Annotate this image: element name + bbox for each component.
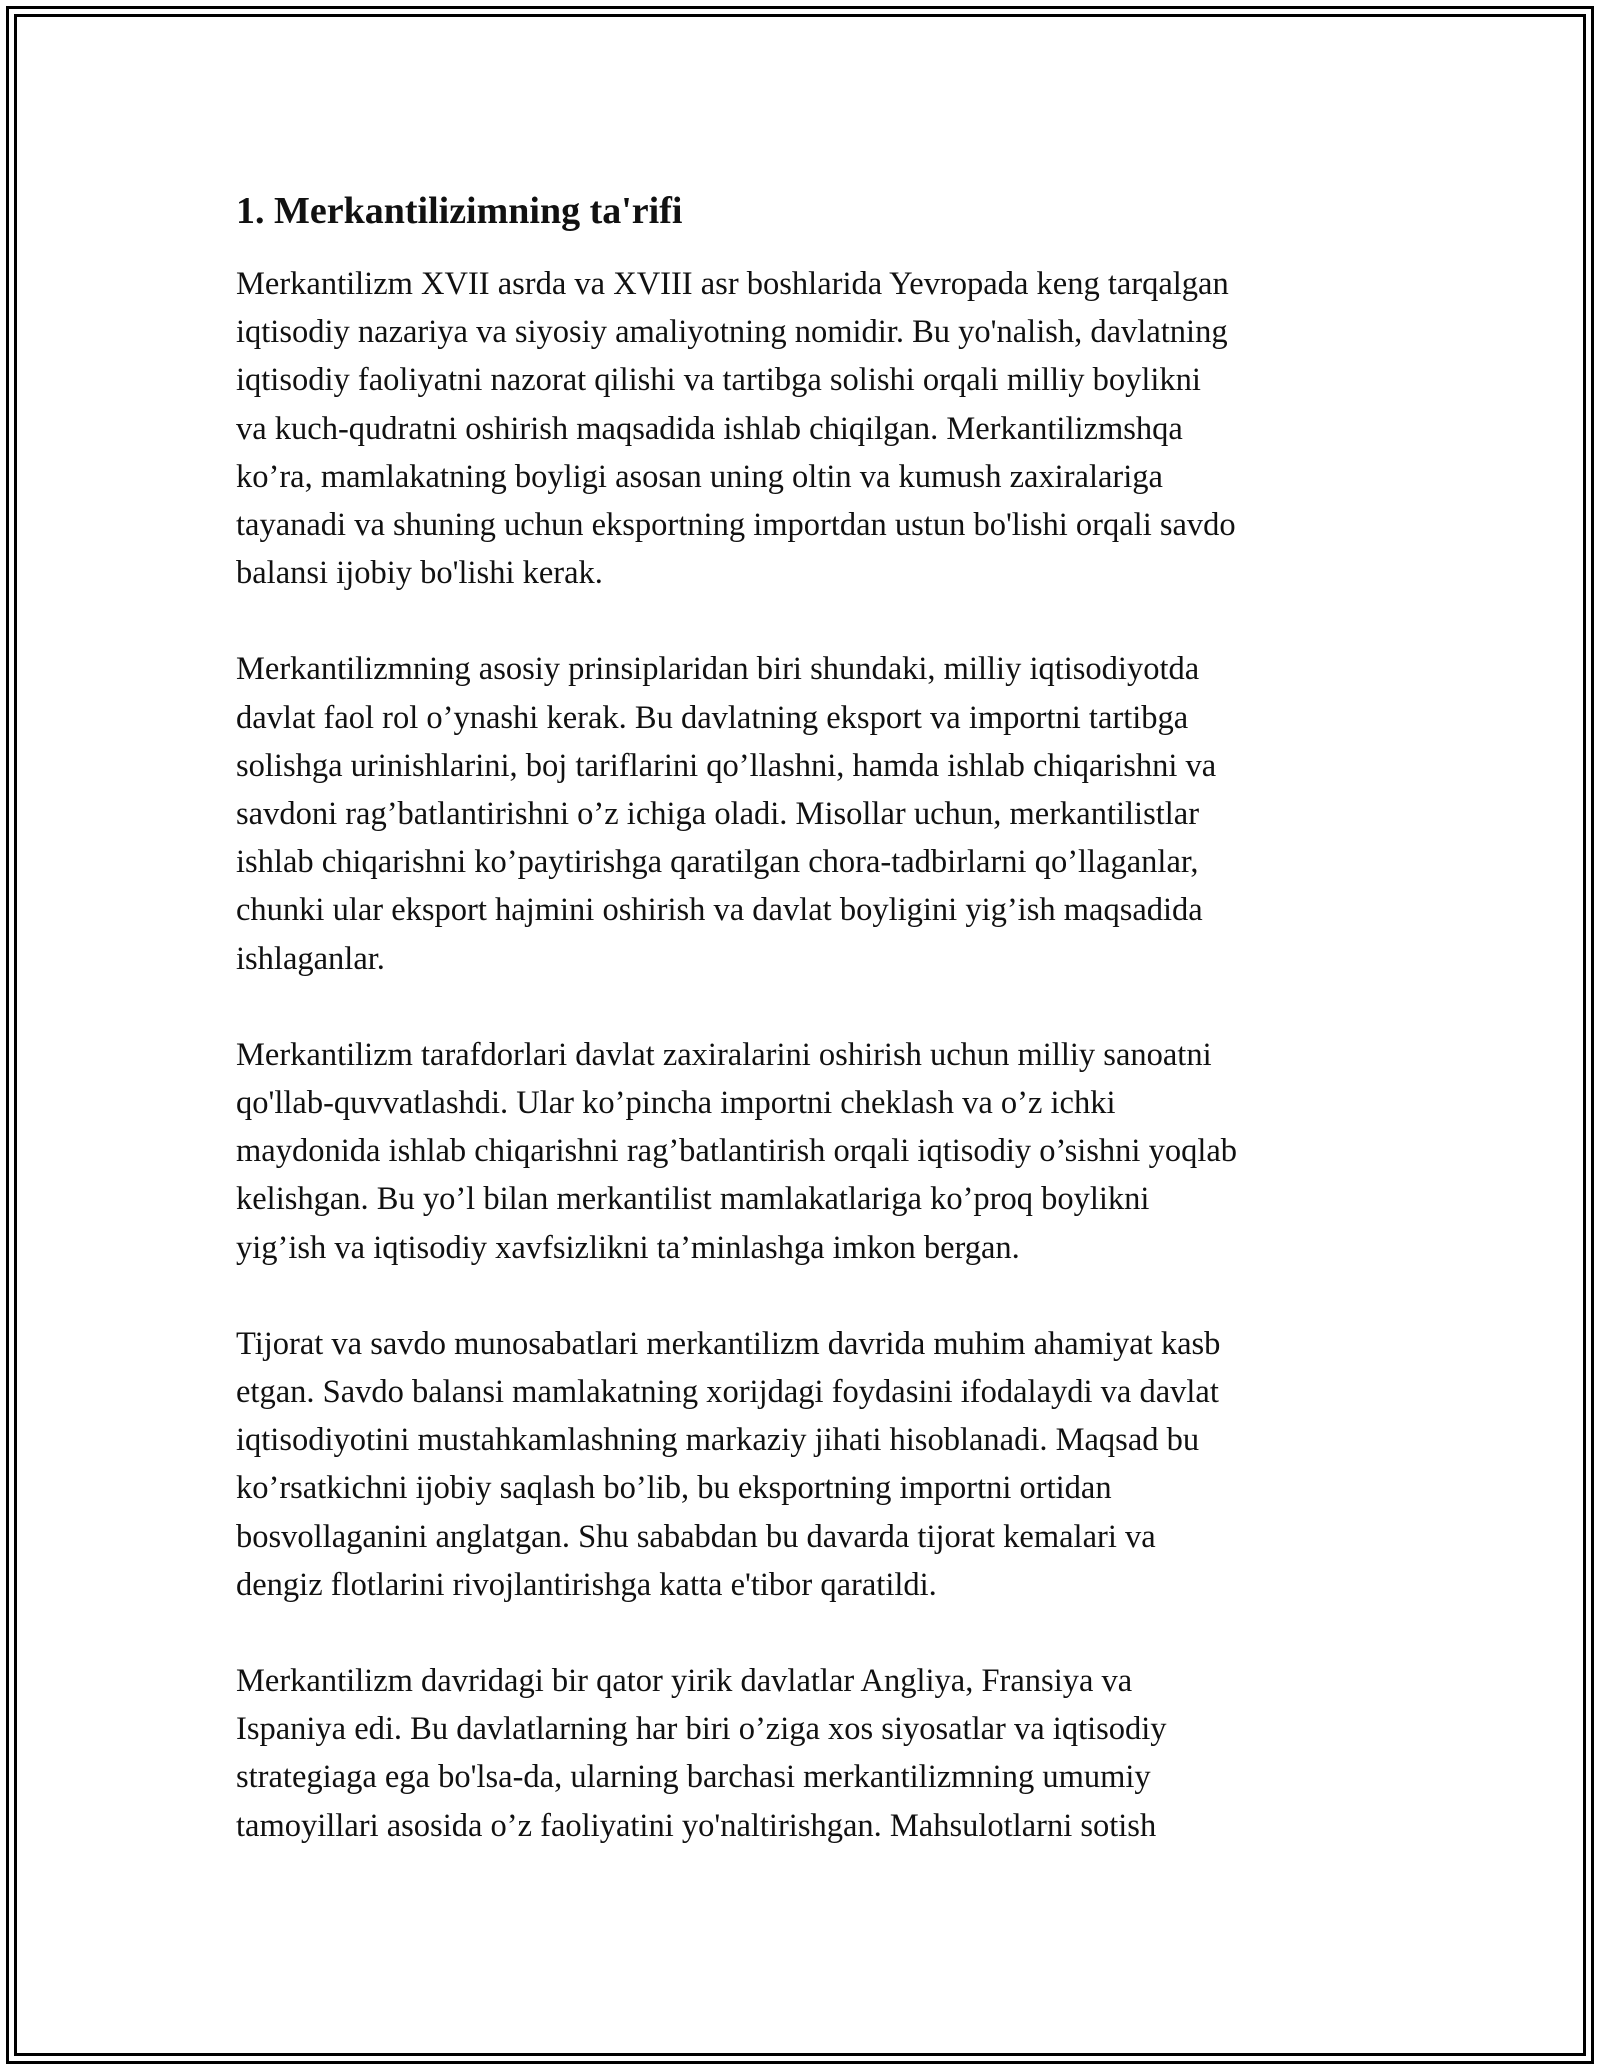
text-line: tayanadi va shuning uchun eksportning importdan ustun bo'lishi orqali savdo xyxy=(236,507,1236,544)
paragraph-4 xyxy=(236,1320,1376,1609)
text-line: ishlab chiqarishni ko’paytirishga qaratilgan chora-tadbirlarni qo’llaganlar, xyxy=(236,844,1199,881)
section-heading: 1. Merkantilizimning ta'rifi xyxy=(236,190,683,232)
text-line: kelishgan. Bu yo’l bilan merkantilist mamlakatlariga ko’proq boylikni xyxy=(236,1181,1150,1218)
text-line: savdoni rag’batlantirishni o’z ichiga oladi. Misollar uchun, merkantilistlar xyxy=(236,796,1200,833)
text-line: strategiaga ega bo'lsa-da, ularning barchasi merkantilizmning umumiy xyxy=(236,1759,1151,1796)
text-line: solishga urinishlarini, boj tariflarini qo’llashni, hamda ishlab chiqarishni va xyxy=(236,747,1217,784)
text-line: Merkantilizm XVII asrda va XVIII asr boshlarida Yevropada keng tarqalgan xyxy=(236,266,1229,302)
text-line: bosvollaganini anglatgan. Shu sababdan bu davarda tijorat kemalari va xyxy=(236,1518,1156,1555)
text-line: Merkantilizm davridagi bir qator yirik davlatlar Angliya, Fransiya va xyxy=(236,1663,1133,1700)
text-line: ishlaganlar. xyxy=(236,940,385,977)
text-line: iqtisodiy faoliyatni nazorat qilishi va tartibga solishi orqali milliy boylikni xyxy=(236,362,1201,399)
text-line: yig’ish va iqtisodiy xavfsizlikni ta’minlashga imkon bergan. xyxy=(236,1229,1020,1266)
text-line: Tijorat va savdo munosabatlari merkantilizm davrida muhim ahamiyat kasb xyxy=(236,1325,1221,1362)
document-body xyxy=(236,186,1376,1898)
text-line: iqtisodiy nazariya va siyosiy amaliyotning nomidir. Bu yo'nalish, davlatning xyxy=(236,314,1228,351)
text-line: etgan. Savdo balansi mamlakatning xorijdagi foydasini ifodalaydi va davlat xyxy=(236,1374,1219,1411)
text-line: tamoyillari asosida o’z faoliyatini yo'naltirishgan. Mahsulotlarni sotish xyxy=(236,1807,1157,1844)
text-line: balansi ijobiy bo'lishi kerak. xyxy=(236,555,603,592)
text-line: maydonida ishlab chiqarishni rag’batlantirish orqali iqtisodiy o’sishni yoqlab xyxy=(236,1133,1238,1170)
text-line: dengiz flotlarini rivojlantirishga katta e'tibor qaratildi. xyxy=(236,1566,937,1603)
paragraph-3 xyxy=(236,1031,1376,1272)
text-line: ko’rsatkichni ijobiy saqlash bo’lib, bu eksportning importni ortidan xyxy=(236,1470,1112,1507)
paragraph-1 xyxy=(236,260,1376,597)
text-line: va kuch-qudratni oshirish maqsadida ishlab chiqilgan. Merkantilizmshqa xyxy=(236,410,1183,447)
text-line: davlat faol rol o’ynashi kerak. Bu davlatning eksport va importni tartibga xyxy=(236,699,1189,736)
text-line: Merkantilizm tarafdorlari davlat zaxiralarini oshirish uchun milliy sanoatni xyxy=(236,1036,1212,1073)
text-line: qo'llab-quvvatlashdi. Ular ko’pincha importni cheklash va o’z ichki xyxy=(236,1085,1116,1122)
text-line: iqtisodiyotini mustahkamlashning markaziy jihati hisoblanadi. Maqsad bu xyxy=(236,1422,1200,1459)
paragraph-2 xyxy=(236,645,1376,982)
text-line: Ispaniya edi. Bu davlatlarning har biri o’ziga xos siyosatlar va iqtisodiy xyxy=(236,1711,1167,1748)
text-line: ko’ra, mamlakatning boyligi asosan uning oltin va kumush zaxiralariga xyxy=(236,458,1163,495)
text-line: chunki ular eksport hajmini oshirish va davlat boyligini yig’ish maqsadida xyxy=(236,892,1203,929)
text-line: Merkantilizmning asosiy prinsiplaridan biri shundaki, milliy iqtisodiyotda xyxy=(236,651,1200,688)
paragraph-5 xyxy=(236,1657,1376,1850)
